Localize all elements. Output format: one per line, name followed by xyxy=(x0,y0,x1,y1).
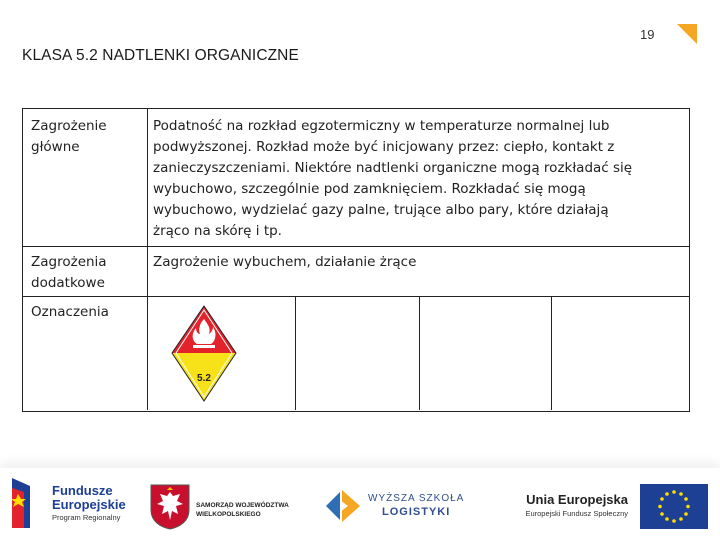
column-divider xyxy=(147,109,148,410)
row-label-line: Zagrożenia xyxy=(31,254,107,270)
wsl-logo-icon xyxy=(326,488,362,524)
content-line: żrąco na skórę i tp. xyxy=(153,223,282,239)
content-line: wybuchowo, wydzielać gazy palne, trujące albo pary, które działają xyxy=(153,202,609,218)
fe-line1: Fundusze xyxy=(52,483,113,498)
coat-of-arms-icon xyxy=(150,484,190,530)
samorzad-logo-text xyxy=(196,501,289,519)
content-line: podwyższonej. Rozkład może być inicjowany przez: ciepło, kontakt z xyxy=(153,139,615,155)
page-number: 19 xyxy=(640,27,655,42)
column-divider xyxy=(551,297,552,410)
hazard-table xyxy=(22,108,690,412)
eu-flag-icon xyxy=(640,484,708,529)
content-line: zanieczyszczeniami. Niektóre nadtlenki organiczne mogą rozkładać się xyxy=(153,160,633,176)
corner-tab-icon xyxy=(677,24,697,44)
row-label xyxy=(31,302,141,323)
ue-logo-text xyxy=(488,492,628,519)
row-label-line: Zagrożenie xyxy=(31,118,107,134)
wsl-line1: WYŻSZA SZKOŁA xyxy=(368,493,465,504)
row-label-line: Oznaczenia xyxy=(31,304,109,320)
content-line: wybuchowo, szczególnie pod zamknięciem. Rozkładać się mogą xyxy=(153,181,586,197)
ue-line1: Unia Europejska xyxy=(526,492,628,507)
page-title: KLASA 5.2 NADTLENKI ORGANICZNE xyxy=(22,47,299,64)
row-label xyxy=(31,252,141,294)
fe-line2: Europejskie xyxy=(52,497,126,512)
fe-line3: Program Regionalny xyxy=(52,513,121,522)
row-label-line: główne xyxy=(31,139,80,155)
placard-class-number: 5.2 xyxy=(197,373,211,384)
row-content xyxy=(153,116,683,242)
organic-peroxide-placard xyxy=(171,305,237,402)
table-row xyxy=(23,247,689,297)
row-label-line: dodatkowe xyxy=(31,275,105,291)
footer-logos xyxy=(0,468,720,540)
row-label xyxy=(31,116,141,158)
table-row xyxy=(23,109,689,247)
content-line: Zagrożenie wybuchem, działanie żrące xyxy=(153,254,417,270)
samorzad-line1: SAMORZĄD WOJEWÓDZTWA xyxy=(196,502,289,509)
column-divider xyxy=(295,297,296,410)
fe-logo-text xyxy=(52,484,126,523)
ue-line2: Europejski Fundusz Społeczny xyxy=(525,509,628,518)
row-content xyxy=(153,252,683,273)
wsl-line2: LOGISTYKI xyxy=(382,506,451,518)
table-row xyxy=(23,297,689,410)
fundusze-europejskie-icon xyxy=(12,478,42,530)
content-line: Podatność na rozkład egzotermiczny w temperaturze normalnej lub xyxy=(153,118,610,134)
samorzad-line2: WIELKOPOLSKIEGO xyxy=(196,511,261,518)
wsl-logo-text xyxy=(368,492,464,519)
column-divider xyxy=(419,297,420,410)
